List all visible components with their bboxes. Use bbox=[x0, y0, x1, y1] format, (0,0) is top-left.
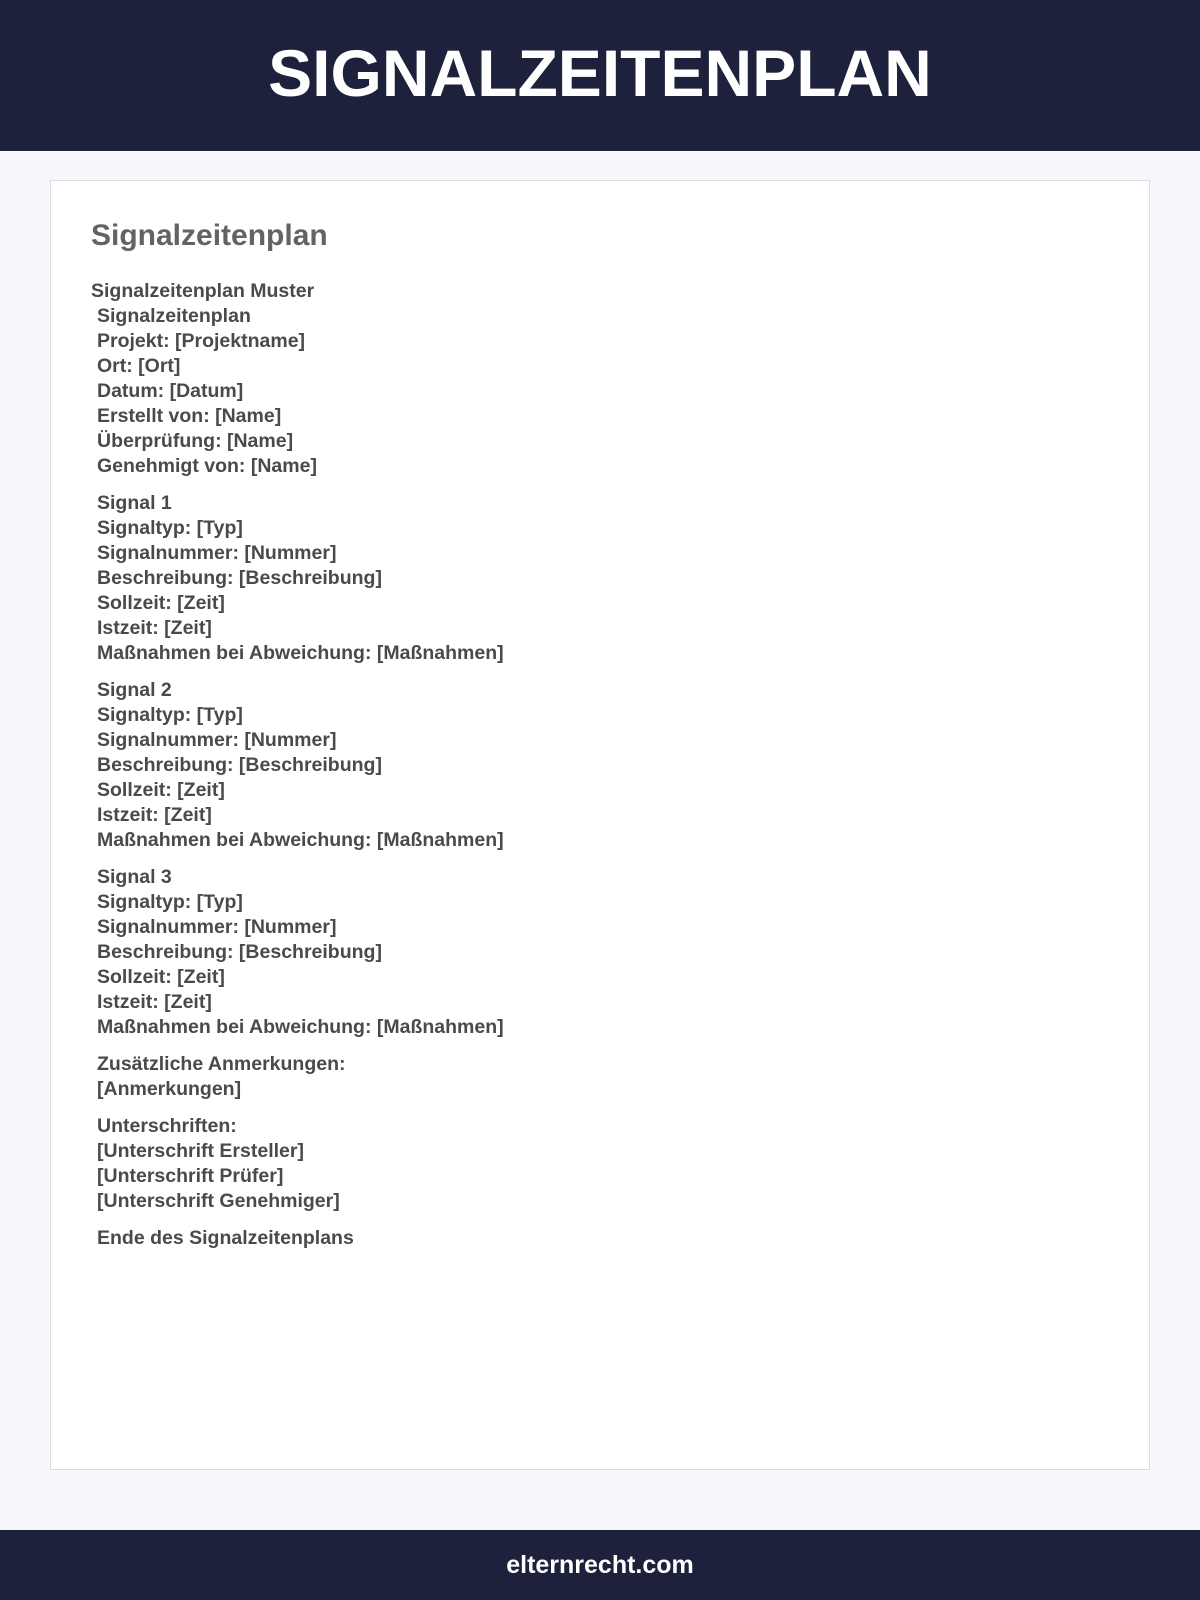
section-line: Istzeit: [Zeit] bbox=[97, 617, 212, 639]
page-title: SIGNALZEITENPLAN bbox=[268, 35, 932, 110]
document-intro: Signalzeitenplan Muster bbox=[91, 280, 315, 302]
section-line: Sollzeit: [Zeit] bbox=[97, 966, 225, 988]
section-heading-line: Ende des Signalzeitenplans bbox=[97, 1227, 354, 1249]
section-line: Sollzeit: [Zeit] bbox=[97, 592, 225, 614]
section-line: Erstellt von: [Name] bbox=[97, 405, 282, 427]
section-line: [Unterschrift Ersteller] bbox=[97, 1140, 304, 1162]
section-heading-line: Signal 3 bbox=[97, 866, 172, 888]
section-line: Signaltyp: [Typ] bbox=[97, 517, 243, 539]
section-line: [Unterschrift Genehmiger] bbox=[97, 1190, 340, 1212]
section-line: Überprüfung: [Name] bbox=[97, 430, 294, 452]
section-line: Ort: [Ort] bbox=[97, 355, 181, 377]
section-line: Istzeit: [Zeit] bbox=[97, 991, 212, 1013]
section-line: Datum: [Datum] bbox=[97, 380, 244, 402]
section-line: Signaltyp: [Typ] bbox=[97, 704, 243, 726]
footer-banner bbox=[0, 1530, 1200, 1600]
footer-site-link[interactable]: elternrecht.com bbox=[506, 1550, 694, 1579]
section-line: [Anmerkungen] bbox=[97, 1078, 242, 1100]
section-heading-line: Zusätzliche Anmerkungen: bbox=[97, 1053, 346, 1075]
section-line: Istzeit: [Zeit] bbox=[97, 804, 212, 826]
document-section bbox=[91, 1114, 504, 1214]
section-line: Beschreibung: [Beschreibung] bbox=[97, 754, 382, 776]
section-line: Projekt: [Projektname] bbox=[97, 330, 306, 352]
document-body bbox=[91, 279, 504, 1263]
section-line: Beschreibung: [Beschreibung] bbox=[97, 567, 382, 589]
document-section bbox=[91, 865, 504, 1040]
section-line: Genehmigt von: [Name] bbox=[97, 455, 317, 477]
section-line: Signalnummer: [Nummer] bbox=[97, 729, 337, 751]
section-line: Maßnahmen bei Abweichung: [Maßnahmen] bbox=[97, 642, 504, 664]
section-heading-line: Signal 1 bbox=[97, 492, 172, 514]
document-section bbox=[91, 1226, 504, 1251]
section-line: Maßnahmen bei Abweichung: [Maßnahmen] bbox=[97, 829, 504, 851]
section-line: Maßnahmen bei Abweichung: [Maßnahmen] bbox=[97, 1016, 504, 1038]
document-heading: Signalzeitenplan bbox=[91, 219, 328, 252]
section-line: Signalnummer: [Nummer] bbox=[97, 916, 337, 938]
section-line: Sollzeit: [Zeit] bbox=[97, 779, 225, 801]
document-section bbox=[91, 1052, 504, 1102]
document-card bbox=[50, 180, 1150, 1470]
top-banner bbox=[0, 0, 1200, 151]
section-line: [Unterschrift Prüfer] bbox=[97, 1165, 284, 1187]
section-heading-line: Signal 2 bbox=[97, 679, 172, 701]
section-heading-line: Signalzeitenplan bbox=[97, 305, 251, 327]
document-section bbox=[91, 678, 504, 853]
document-section bbox=[91, 304, 504, 479]
document-sections bbox=[91, 304, 504, 1251]
section-heading-line: Unterschriften: bbox=[97, 1115, 237, 1137]
section-line: Signalnummer: [Nummer] bbox=[97, 542, 337, 564]
section-line: Beschreibung: [Beschreibung] bbox=[97, 941, 382, 963]
section-line: Signaltyp: [Typ] bbox=[97, 891, 243, 913]
document-section bbox=[91, 491, 504, 666]
